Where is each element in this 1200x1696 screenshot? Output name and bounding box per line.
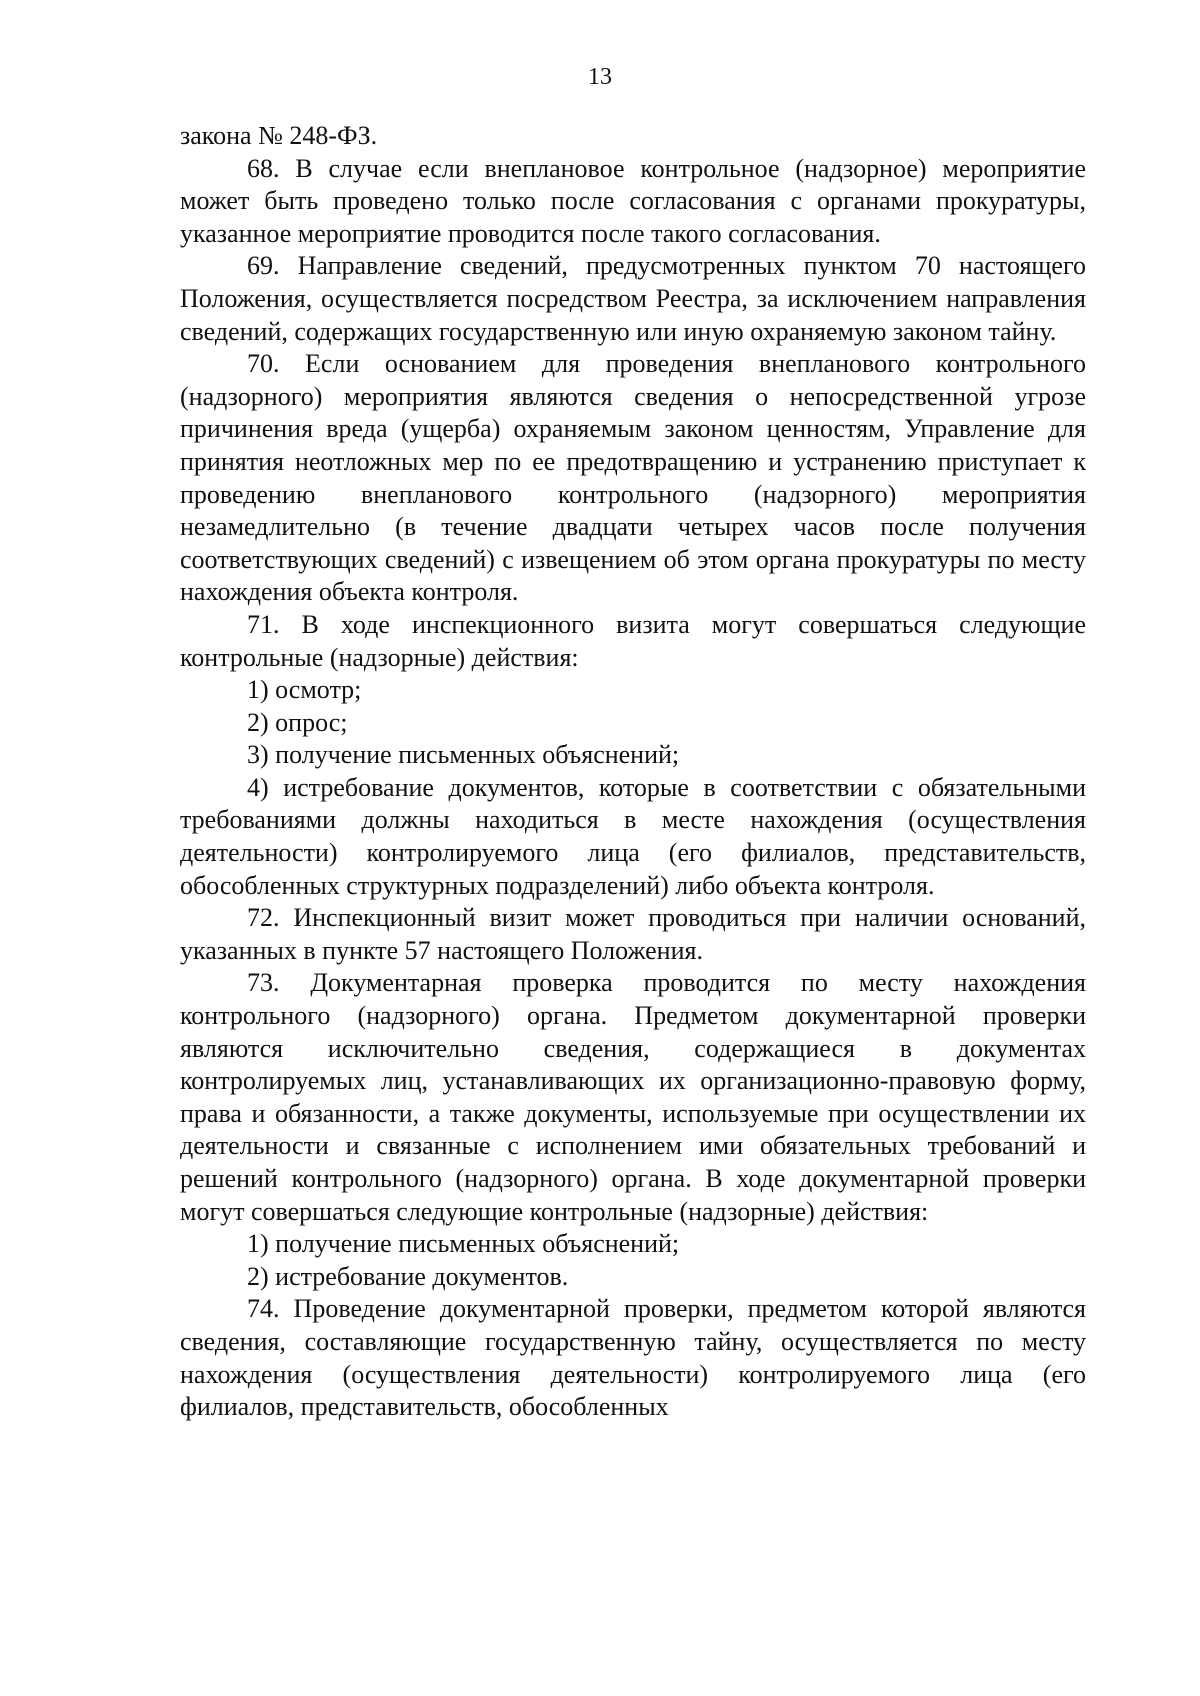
- paragraph-73: 73. Документарная проверка проводится по месту нахождения контрольного (надзорного) органа. Предметом документарной проверки являются исключительно сведения, содержащиеся в документах контролируемых лиц, устанавливающих их организационно-правовую форму, права и обязанности, а также документы, используемые при осуществлении их деятельности и связанные с исполнением ими обязательных требований и решений контрольного (надзорного) органа. В ходе документарной проверки могут совершаться следующие контрольные (надзорные) действия:: [180, 968, 1086, 1226]
- page-number: 13: [588, 64, 612, 90]
- paragraph-68: 68. В случае если внеплановое контрольное (надзорное) мероприятие может быть проведено только после согласования с органами прокуратуры, указанное мероприятие проводится после такого согласования.: [180, 153, 1086, 248]
- list-item-73-2: 2) истребование документов.: [247, 1261, 569, 1291]
- list-item-71-4: 4) истребование документов, которые в соответствии с обязательными требованиями должны находиться в месте нахождения (осуществления деятельности) контролируемого лица (его филиалов, представительств, обособленных структурных подразделений) либо объекта контроля.: [180, 772, 1086, 900]
- paragraph-69: 69. Направление сведений, предусмотренных пунктом 70 настоящего Положения, осуществляется посредством Реестра, за исключением направления сведений, содержащих государственную или иную охраняемую законом тайну.: [180, 251, 1086, 346]
- document-body: [180, 120, 1086, 1424]
- paragraph-74: 74. Проведение документарной проверки, предметом которой являются сведения, составляющие государственную тайну, осуществляется по месту нахождения (осуществления деятельности) контролируемого лица (его филиалов, представительств, обособленных: [180, 1294, 1086, 1422]
- list-item-71-2: 2) опрос;: [247, 707, 348, 737]
- list-item-71-3: 3) получение письменных объяснений;: [247, 740, 680, 770]
- paragraph-70: 70. Если основанием для проведения внепланового контрольного (надзорного) мероприятия являются сведения о непосредственной угрозе причинения вреда (ущерба) охраняемым законом ценностям, Управление для принятия неотложных мер по ее предотвращению и устранению приступает к проведению внепланового контрольного (надзорного) мероприятия незамедлительно (в течение двадцати четырех часов после получения соответствующих сведений) с извещением об этом органа прокуратуры по месту нахождения объекта контроля.: [180, 349, 1086, 607]
- paragraph-71: 71. В ходе инспекционного визита могут совершаться следующие контрольные (надзорные) действия:: [180, 609, 1086, 672]
- list-item-73-1: 1) получение письменных объяснений;: [247, 1229, 680, 1259]
- list-item-71-1: 1) осмотр;: [247, 675, 362, 705]
- paragraph-72: 72. Инспекционный визит может проводиться при наличии оснований, указанных в пункте 57 настоящего Положения.: [180, 903, 1086, 965]
- paragraph-67-continuation: закона № 248-ФЗ.: [180, 121, 378, 150]
